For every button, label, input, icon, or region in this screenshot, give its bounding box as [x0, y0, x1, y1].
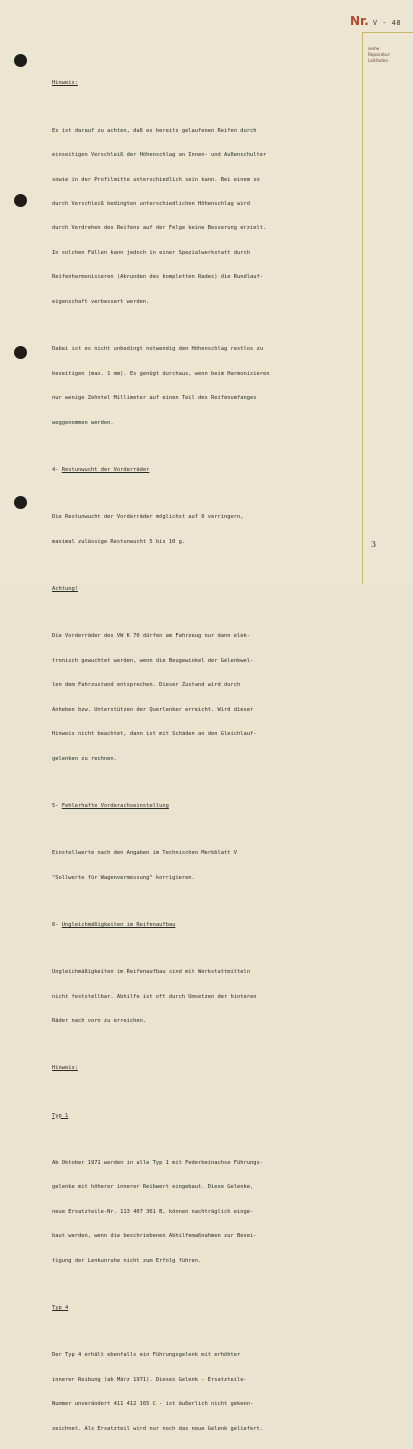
- heading-hinweis-2: Hinweis:: [52, 1065, 78, 1072]
- punch-hole: [14, 194, 27, 207]
- text-line: Die Restunwucht der Vorderräder möglichst auf 0 verringern,: [52, 514, 244, 521]
- heading-typ-4: Typ 4: [52, 1305, 69, 1312]
- section-title: Restunwucht der Vorderräder: [61, 466, 150, 473]
- number-label: Nr.: [350, 14, 369, 28]
- text-line: baut werden, wenn die beschriebenen Abhilfemaßnahmen zur Besei-: [52, 1233, 257, 1240]
- punch-hole: [14, 346, 27, 359]
- margin-note: [368, 47, 410, 65]
- section-6-heading: [52, 921, 357, 929]
- punch-hole: [14, 496, 27, 509]
- text-line: nicht feststellbar. Abhilfe ist oft durch Umsetzen der hinteren: [52, 993, 257, 1000]
- text-line: Räder nach vorn zu erreichen.: [52, 1018, 147, 1025]
- text-line: "Sollwerte für Wagenvermessung" korrigieren.: [52, 874, 195, 881]
- text-line: Der Typ 4 erhält ebenfalls ein Führungsgelenk mit erhöhter: [52, 1352, 241, 1359]
- text-line: Einstellwerte nach den Angaben im Technischen Merkblatt V: [52, 850, 237, 857]
- header-rule: [362, 32, 413, 33]
- heading-hinweis: Hinweis:: [52, 80, 78, 87]
- text-line: gelenke mit höherer innerer Reibwert eingebaut. Diese Gelenke,: [52, 1184, 254, 1191]
- text-line: Hinweis nicht beachtet, dann ist mit Schäden an den Gleichlauf-: [52, 731, 257, 738]
- section-title: Ungleichmäßigkeiten im Reifenaufbau: [61, 921, 176, 928]
- text-line: Nummer unverändert 411 412 165 C - ist äußerlich nicht gekenn-: [52, 1401, 254, 1408]
- text-line: Ungleichmäßigkeiten im Reifenaufbau sind mit Werkstattmitteln: [52, 969, 250, 976]
- document-body: [52, 63, 357, 1449]
- text-line: neue Ersatzteile-Nr. 113 407 361 B, können nachträglich einge-: [52, 1208, 254, 1215]
- text-line: einseitigen Verschleiß der Höhenschlag an Innen- und Außenschulter: [52, 152, 267, 159]
- section-number: 6-: [52, 921, 59, 928]
- text-line: Ab Oktober 1971 werden in alle Typ 1 mit Federbeinachse Führungs-: [52, 1159, 263, 1166]
- document-number: [350, 14, 401, 28]
- section-number: 4-: [52, 466, 59, 473]
- text-line: beseitigen (max. 1 mm). Es genügt durchaus, wenn beim Harmonisieren: [52, 370, 270, 377]
- text-line: weggenommen werden.: [52, 419, 114, 426]
- text-line: maximal zulässige Restunwucht 5 bis 10 g.: [52, 538, 186, 545]
- punch-hole: [14, 54, 27, 67]
- text-line: Es ist darauf zu achten, daß es bereits gelaufenen Reifen durch: [52, 127, 257, 134]
- text-line: nur wenige Zehntel Millimeter auf einen Teil des Reifenumfanges: [52, 395, 257, 402]
- number-value: V - 48: [372, 19, 402, 27]
- text-line: innerer Reibung (ab März 1971). Dieses Gelenk - Ersatzteile-: [52, 1376, 247, 1383]
- section-5-heading: [52, 802, 357, 810]
- text-line: tigung der Lenkunruhe nicht zum Erfolg führen.: [52, 1257, 202, 1264]
- text-line: zeichnet. Als Ersatzteil wird nur noch das neue Gelenk geliefert.: [52, 1425, 263, 1432]
- margin-note-line: Reparatur-: [368, 53, 391, 58]
- text-line: Dabei ist es nicht unbedingt notwendig den Höhenschlag restlos zu: [52, 346, 263, 353]
- page-number: 3: [371, 540, 377, 549]
- margin-rule: [362, 32, 363, 584]
- text-line: len dem Fahrzustand entsprechen. Dieser Zustand wird durch: [52, 682, 241, 689]
- section-number: 5-: [52, 802, 59, 809]
- heading-typ-1: Typ 1: [52, 1112, 69, 1119]
- text-line: eigenschaft verbessert werden.: [52, 298, 150, 305]
- section-4-heading: [52, 466, 357, 474]
- text-line: gelenken zu rechnen.: [52, 755, 117, 762]
- text-line: durch Verdrehen des Reifens auf der Felge keine Besserung erzielt.: [52, 225, 267, 232]
- text-line: Anheben bzw. Unterstützen der Querlenker erreicht. Wird dieser: [52, 706, 254, 713]
- text-line: durch Verschleiß bedingten unterschiedlichen Höhenschlag wird: [52, 201, 250, 207]
- margin-note-line: Leitfaden: [368, 59, 389, 64]
- margin-note-line: siehe: [368, 47, 380, 52]
- text-line: In solchen Fällen kann jedoch in einer Spezialwerkstatt durch: [52, 249, 250, 256]
- text-line: tronisch gewuchtet werden, wenn die Beugewinkel der Gelenkwel-: [52, 657, 254, 664]
- text-line: sowie in der Profilmitte unterschiedlich sein kann. Bei einem so: [52, 176, 260, 183]
- heading-achtung: Achtung!: [52, 585, 78, 592]
- section-title: Fehlerhafte Vorderachseinstellung: [61, 802, 169, 809]
- text-line: Reifenharmonisieren (Abrunden des kompletten Rades) die Rundlauf-: [52, 274, 263, 281]
- text-line: Die Vorderräder des VW K 70 dürfen am Fahrzeug nur dann elek-: [52, 633, 250, 640]
